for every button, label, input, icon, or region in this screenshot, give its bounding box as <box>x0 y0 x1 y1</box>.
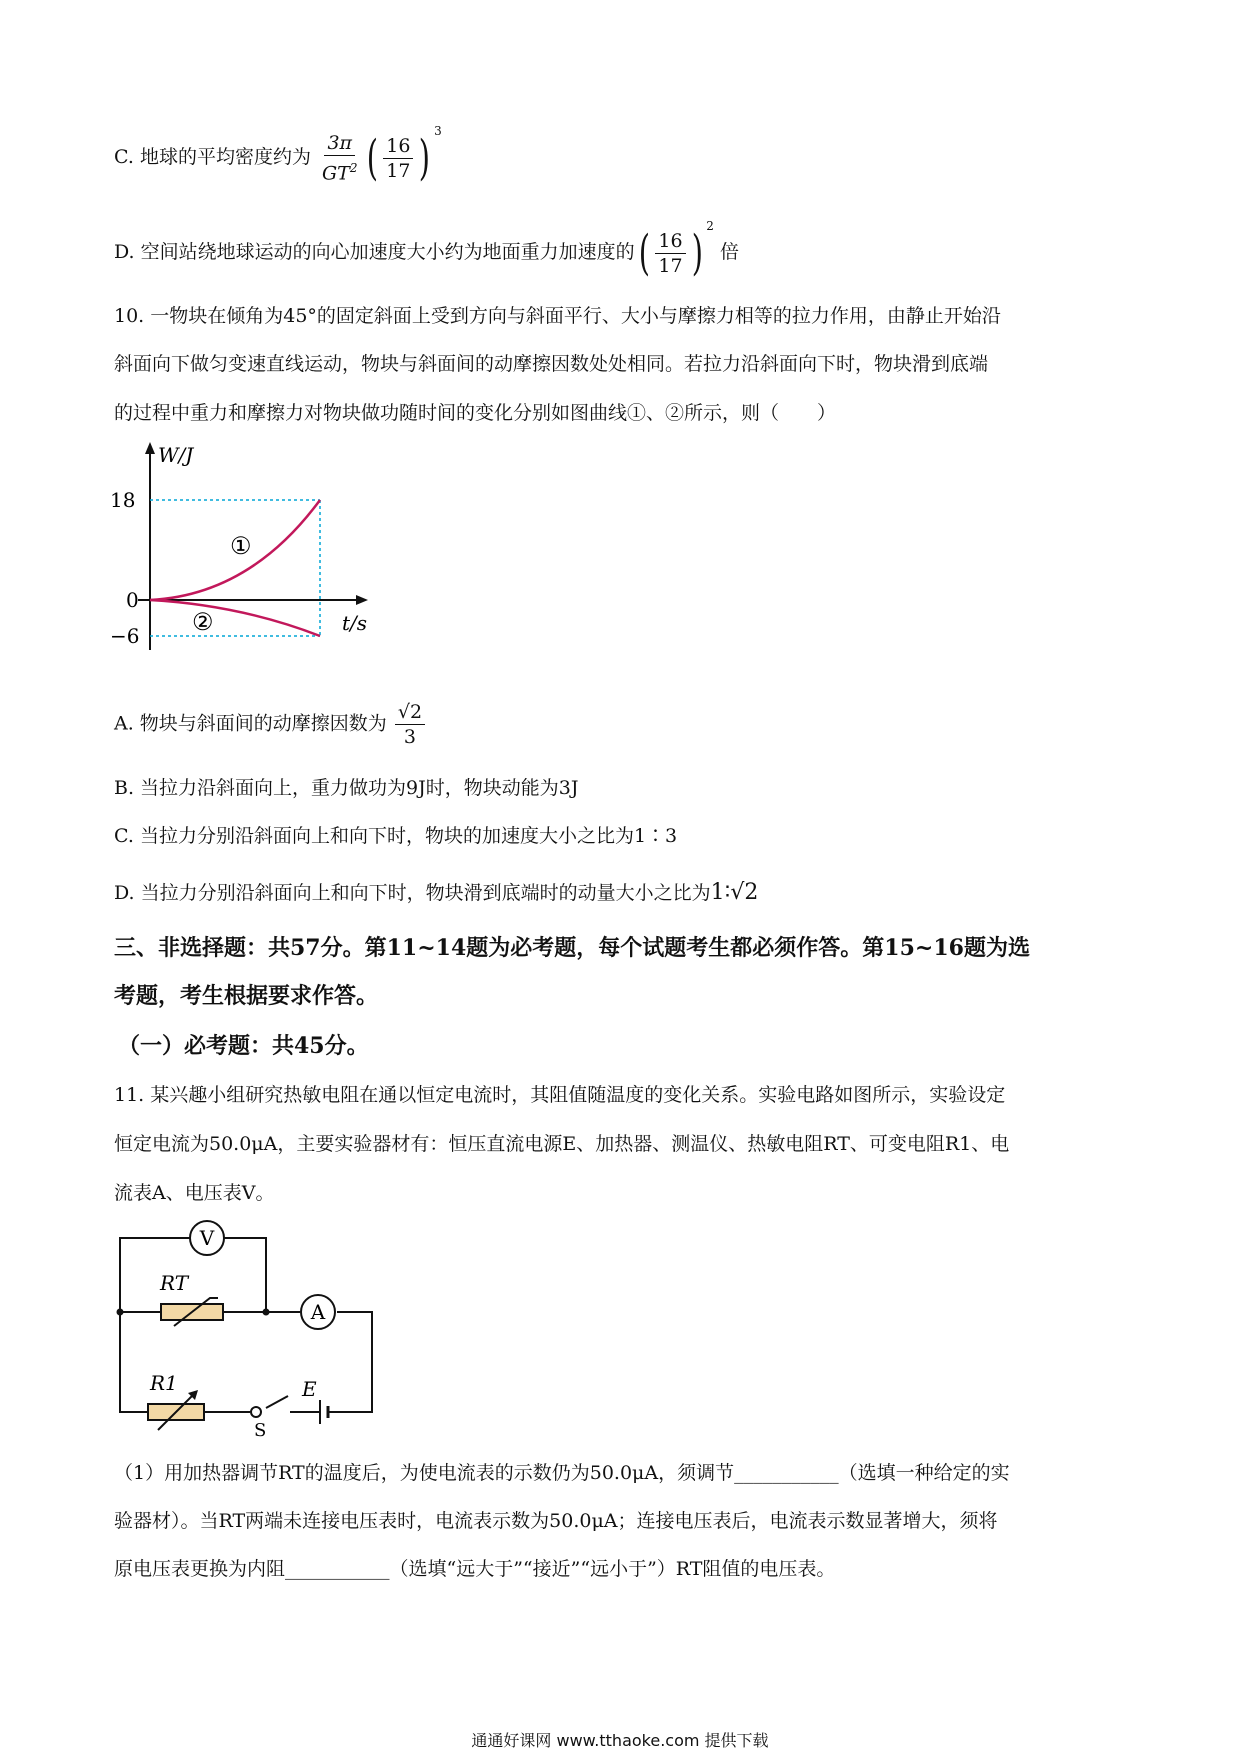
q9-d-inner-fraction <box>655 229 685 278</box>
q11-stem-line-3: 流表A、电压表V。 <box>114 1182 275 1204</box>
q10-option-a <box>114 700 427 749</box>
q10-stem-line-2: 斜面向下做匀变速直线运动，物块与斜面间的动摩擦因数处处相同。若拉力沿斜面向下时，物块滑到底端 <box>114 353 989 375</box>
q9-c-den-base: GT <box>322 162 350 185</box>
curve-2-label: ② <box>192 608 214 636</box>
x-axis-label: t/s <box>342 611 368 635</box>
junction-right <box>263 1309 270 1316</box>
q9-c-exponent: 3 <box>434 124 442 138</box>
q9-d-inner-den: 17 <box>658 254 683 277</box>
curve-2 <box>150 600 320 636</box>
tick-18: 18 <box>110 488 136 512</box>
q10-option-d-value: 1∶√2 <box>710 880 759 905</box>
right-paren-icon: ) <box>419 130 431 186</box>
q11-part1-line-2: 验器材）。当RT两端未连接电压表时，电流表示数为50.0μA；连接电压表后，电流表示数显著增大，须将 <box>114 1510 998 1532</box>
q10-option-a-text: A. 物块与斜面间的动摩擦因数为 <box>114 712 387 735</box>
thermistor-label: RT <box>160 1271 189 1295</box>
variable-resistor-label: R1 <box>150 1371 178 1395</box>
left-paren-icon: ( <box>366 130 378 186</box>
q10-work-time-graph <box>110 440 390 655</box>
page-footer: 通通好课网 www.tthaoke.com 提供下载 <box>471 1731 769 1750</box>
ammeter-label: A <box>310 1300 326 1324</box>
q9-c-inner-num: 16 <box>383 134 413 159</box>
source-label: E <box>302 1377 317 1401</box>
q9-option-d-text: D. 空间站绕地球运动的向心加速度大小约为地面重力加速度的 <box>114 241 635 263</box>
q9-option-c <box>114 118 442 185</box>
section-3-sub-heading: （一）必考题：共45分。 <box>118 1033 369 1059</box>
q9-c-inner-den: 17 <box>386 159 411 182</box>
q10-a-frac-num: √2 <box>395 700 425 725</box>
q9-d-exponent: 2 <box>706 219 714 233</box>
q11-circuit-diagram <box>110 1220 390 1440</box>
q10-option-d <box>114 880 758 906</box>
switch-label: S <box>254 1420 267 1440</box>
q10-option-c: C. 当拉力分别沿斜面向上和向下时，物块的加速度大小之比为1∶3 <box>114 825 678 847</box>
q9-option-d <box>114 213 739 281</box>
q11-part1-line-3: 原电压表更换为内阻___________（选填“远大于”“接近”“远小于”）RT阻值的电压表。 <box>114 1558 836 1580</box>
q10-stem-line-3: 的过程中重力和摩擦力对物块做功随时间的变化分别如图曲线①、②所示，则（ ） <box>114 402 837 424</box>
q10-stem-line-1: 10. 一物块在倾角为45°的固定斜面上受到方向与斜面平行、大小与摩擦力相等的拉力作用，由静止开始沿 <box>114 305 1001 327</box>
q9-d-suffix: 倍 <box>719 241 739 263</box>
q9-c-fraction <box>319 131 361 185</box>
y-axis-arrow-icon <box>145 442 155 454</box>
section-3-heading-line-2: 考题，考生根据要求作答。 <box>114 983 379 1009</box>
q10-a-fraction <box>395 700 425 749</box>
right-paren-icon: ) <box>691 225 703 281</box>
junction-left <box>117 1309 124 1316</box>
q9-option-c-text: C. 地球的平均密度约为 <box>114 146 311 168</box>
q9-d-inner-num: 16 <box>655 229 685 254</box>
q11-stem-line-2: 恒定电流为50.0μA，主要实验器材有：恒压直流电源E、加热器、测温仪、热敏电阻RT、可变电阻R1、电 <box>114 1133 1010 1155</box>
q9-c-frac-den <box>319 156 361 185</box>
q10-option-b: B. 当拉力沿斜面向上，重力做功为9J时，物块动能为3J <box>114 777 579 799</box>
left-paren-icon: ( <box>638 225 650 281</box>
tick-0: 0 <box>126 588 139 612</box>
q11-stem-line-1: 11. 某兴趣小组研究热敏电阻在通以恒定电流时，其阻值随温度的变化关系。实验电路如图所示，实验设定 <box>114 1084 1006 1106</box>
curve-1-label: ① <box>230 532 252 560</box>
y-axis-label: W/J <box>158 443 194 467</box>
section-3-heading-line-1: 三、非选择题：共57分。第11~14题为必考题，每个试题考生都必须作答。第15~16题为选 <box>114 935 1030 961</box>
tick-neg6: −6 <box>110 624 140 648</box>
voltmeter-label: V <box>199 1226 215 1250</box>
q11-part1-line-1: （1）用加热器调节RT的温度后，为使电流表的示数仍为50.0μA，须调节___________（选填一种给定的实 <box>114 1462 1010 1484</box>
q9-c-frac-num: 3π <box>324 131 355 156</box>
q9-c-inner-fraction <box>383 134 413 183</box>
switch <box>251 1407 261 1417</box>
q9-c-den-exp: 2 <box>349 160 358 175</box>
x-axis-arrow-icon <box>356 595 368 605</box>
q10-option-d-text: D. 当拉力分别沿斜面向上和向下时，物块滑到底端时的动量大小之比为 <box>114 882 711 904</box>
q10-a-frac-den: 3 <box>403 726 416 748</box>
